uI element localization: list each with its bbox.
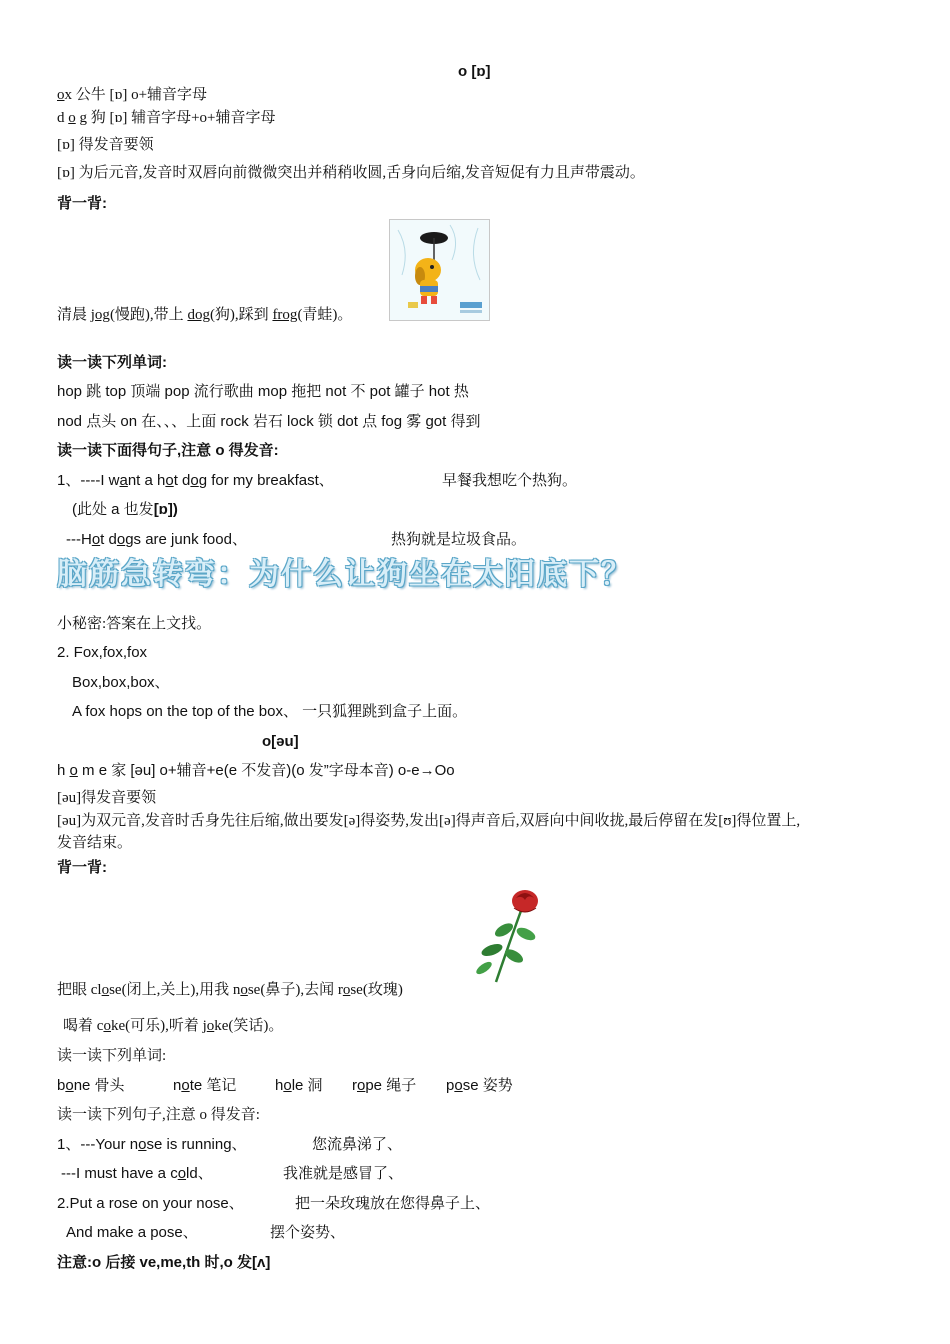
sentence-3-cn: 把一朵玫瑰放在您得鼻子上、 — [295, 1196, 491, 1212]
pronunciation-desc-2: 发音结束。 — [57, 835, 133, 851]
sentence-1-cn: 早餐我想吃个热狗。 — [442, 473, 578, 489]
rhyme-seg: o — [206, 1018, 215, 1034]
s-part: nt a h — [127, 472, 166, 489]
w-u: o — [181, 1077, 190, 1094]
rhyme-seg: frog — [272, 307, 298, 323]
ex-underline: o — [68, 110, 76, 126]
w-b: ne 骨头 — [73, 1077, 125, 1094]
poem-line-1: 2. Fox,fox,fox — [57, 644, 148, 661]
rhyme-seg: 把眼 — [57, 982, 91, 998]
w-b: se 姿势 — [462, 1077, 513, 1094]
red-rose-image — [470, 886, 554, 984]
sentence-1-cn: 您流鼻涕了、 — [312, 1137, 403, 1153]
s-underline: a — [119, 472, 128, 489]
poem-line-2: Box,box,box、 — [72, 674, 170, 691]
sentences-label: 读一读下列句子,注意 o 得发音: — [57, 1107, 260, 1123]
rhyme-seg: n — [232, 982, 241, 998]
note-part: (此处 a 也发 — [72, 501, 154, 518]
w-b: pe 绳子 — [365, 1077, 417, 1094]
rhyme-seg: ke(可乐),听着 — [110, 1018, 203, 1034]
rhyme-seg: o — [240, 982, 248, 998]
rhyme-seg: r — [337, 982, 343, 998]
rhyme-seg: 喝着 — [63, 1018, 97, 1034]
pronunciation-desc: [ɒ] 为后元音,发音时双唇向前微微突出并稍稍收圆,舌身向后缩,发音短促有力且声带震动。 — [57, 165, 645, 181]
s-underline: o — [165, 472, 174, 489]
poem-line-3: A fox hops on the top of the box、 一只狐狸跳到盒子上面。 — [72, 703, 468, 720]
example-home — [57, 761, 455, 781]
pronunciation-key: [ɒ] 得发音要领 — [57, 137, 154, 153]
ex-underline: o — [57, 87, 65, 103]
sentence-1 — [57, 1135, 247, 1155]
sentence-1-note — [72, 500, 178, 520]
w-a: n — [173, 1077, 182, 1094]
note-rule: 注意:o 后接 ve,me,th 时,o 发[ʌ] — [57, 1254, 271, 1271]
rhyme-seg: se(鼻子),去闻 — [247, 982, 338, 998]
sentence-4: And make a pose、 — [66, 1224, 198, 1241]
words-row-1: hop 跳 top 顶端 pop 流行歌曲 mop 拖把 not 不 pot 罐子 hot 热 — [57, 383, 469, 400]
note-part-bold: [ɒ]) — [153, 501, 178, 518]
rhyme-seg: dog — [187, 307, 210, 323]
example-ox — [57, 85, 207, 105]
ex-pre: h — [57, 762, 70, 779]
rhyme-seg: o — [103, 1018, 111, 1034]
s-underline: o — [138, 1136, 147, 1153]
recite-label: 背一背: — [57, 859, 107, 876]
s-underline: o — [190, 472, 199, 489]
rhyme-seg: j — [202, 1018, 207, 1034]
recite-label: 背一背: — [57, 195, 107, 212]
rhyme-seg: c — [96, 1018, 104, 1034]
word-item — [275, 1076, 352, 1096]
ex-underline: o — [69, 762, 78, 779]
rhyme-seg: (狗),踩到 — [209, 307, 273, 323]
s-part: g for my breakfast、 — [198, 472, 334, 489]
example-dog — [57, 108, 276, 128]
ex-pre: d — [57, 110, 69, 126]
rhyme-seg: (慢跑),带上 — [109, 307, 188, 323]
ex-post: m e 家 [əu] o+辅音+e(e 不发音)(o 发”字母本音) o-e→Oo — [77, 762, 455, 779]
rhyme-seg: (青蛙)。 — [297, 307, 353, 323]
s-underline: o — [177, 1165, 187, 1182]
sentences-label: 读一读下面得句子,注意 o 得发音: — [57, 442, 279, 459]
rhyme-seg: 清晨 — [57, 307, 91, 323]
w-u: o — [283, 1077, 292, 1094]
s-part: 1、----I w — [57, 472, 120, 489]
rhyme-seg: se(玫瑰) — [350, 982, 403, 998]
ex-post: g 狗 [ɒ] 辅音字母+o+辅音字母 — [75, 110, 276, 126]
w-b: le 洞 — [291, 1077, 323, 1094]
rhyme-seg: o — [101, 982, 110, 998]
word-item — [57, 1076, 173, 1096]
sentence-2-cn: 热狗就是垃圾食品。 — [391, 532, 527, 548]
w-a: b — [57, 1077, 66, 1094]
s-part: se is running、 — [146, 1136, 247, 1153]
pronunciation-desc-1: [əu]为双元音,发音时舌身先往后缩,做出要发[ə]得姿势,发出[ə]得声音后,双唇向中间收拢,最后停留在发[ʊ]得位置上, — [57, 813, 801, 829]
word-item — [446, 1076, 513, 1096]
rhyme-line-1 — [57, 305, 352, 325]
rhyme-seg: cl — [90, 982, 102, 998]
s-part: ---H — [66, 531, 92, 548]
s-underline: o — [116, 531, 126, 548]
s-part: 1、---Your n — [57, 1136, 139, 1153]
rhyme-seg: se(闭上,关上),用我 — [109, 982, 233, 998]
section2-title: o[əu] — [262, 733, 299, 750]
brain-teaser-banner: 脑筋急转弯：为什么让狗坐在太阳底下？ — [57, 557, 633, 592]
dog-umbrella-image — [389, 219, 490, 321]
rhyme-seg: ke(笑话)。 — [214, 1018, 284, 1034]
word-item — [352, 1076, 446, 1096]
s-part: ld、 — [186, 1165, 213, 1182]
words-row-2: nod 点头 on 在、、、上面 rock 岩石 lock 锁 dot 点 fog 雾 got 得到 — [57, 413, 481, 430]
w-u: o — [454, 1077, 463, 1094]
sentence-3: 2.Put a rose on your nose、 — [57, 1195, 244, 1212]
secret-hint: 小秘密:答案在上文找。 — [57, 616, 212, 632]
words-label: 读一读下列单词: — [57, 1048, 167, 1064]
rhyme-seg: jog — [90, 307, 110, 323]
rhyme-line-1 — [57, 980, 403, 1000]
ex-post: x 公牛 [ɒ] o+辅音字母 — [64, 87, 208, 103]
sentence-2-cn: 我准就是感冒了、 — [283, 1166, 404, 1182]
s-part: t d — [173, 472, 191, 489]
s-underline: o — [91, 531, 101, 548]
sentence-2 — [61, 1164, 213, 1184]
words-row — [57, 1076, 513, 1096]
rhyme-line-2 — [63, 1016, 283, 1036]
sentence-1 — [57, 471, 334, 491]
rhyme-seg: o — [342, 982, 351, 998]
words-label: 读一读下列单词: — [57, 354, 167, 371]
s-part: t d — [100, 531, 117, 548]
w-a: h — [275, 1077, 284, 1094]
word-item — [173, 1076, 275, 1096]
w-a: r — [352, 1077, 357, 1094]
s-part: ---I must have a c — [61, 1165, 178, 1182]
w-u: o — [357, 1077, 366, 1094]
sentence-2 — [66, 530, 247, 550]
section1-title: o [ɒ] — [458, 63, 491, 80]
w-u: o — [65, 1077, 74, 1094]
pronunciation-key: [əu]得发音要领 — [57, 790, 157, 806]
w-b: te 笔记 — [189, 1077, 237, 1094]
sentence-4-cn: 摆个姿势、 — [270, 1225, 346, 1241]
s-part: gs are junk food、 — [125, 531, 247, 548]
w-a: p — [446, 1077, 455, 1094]
